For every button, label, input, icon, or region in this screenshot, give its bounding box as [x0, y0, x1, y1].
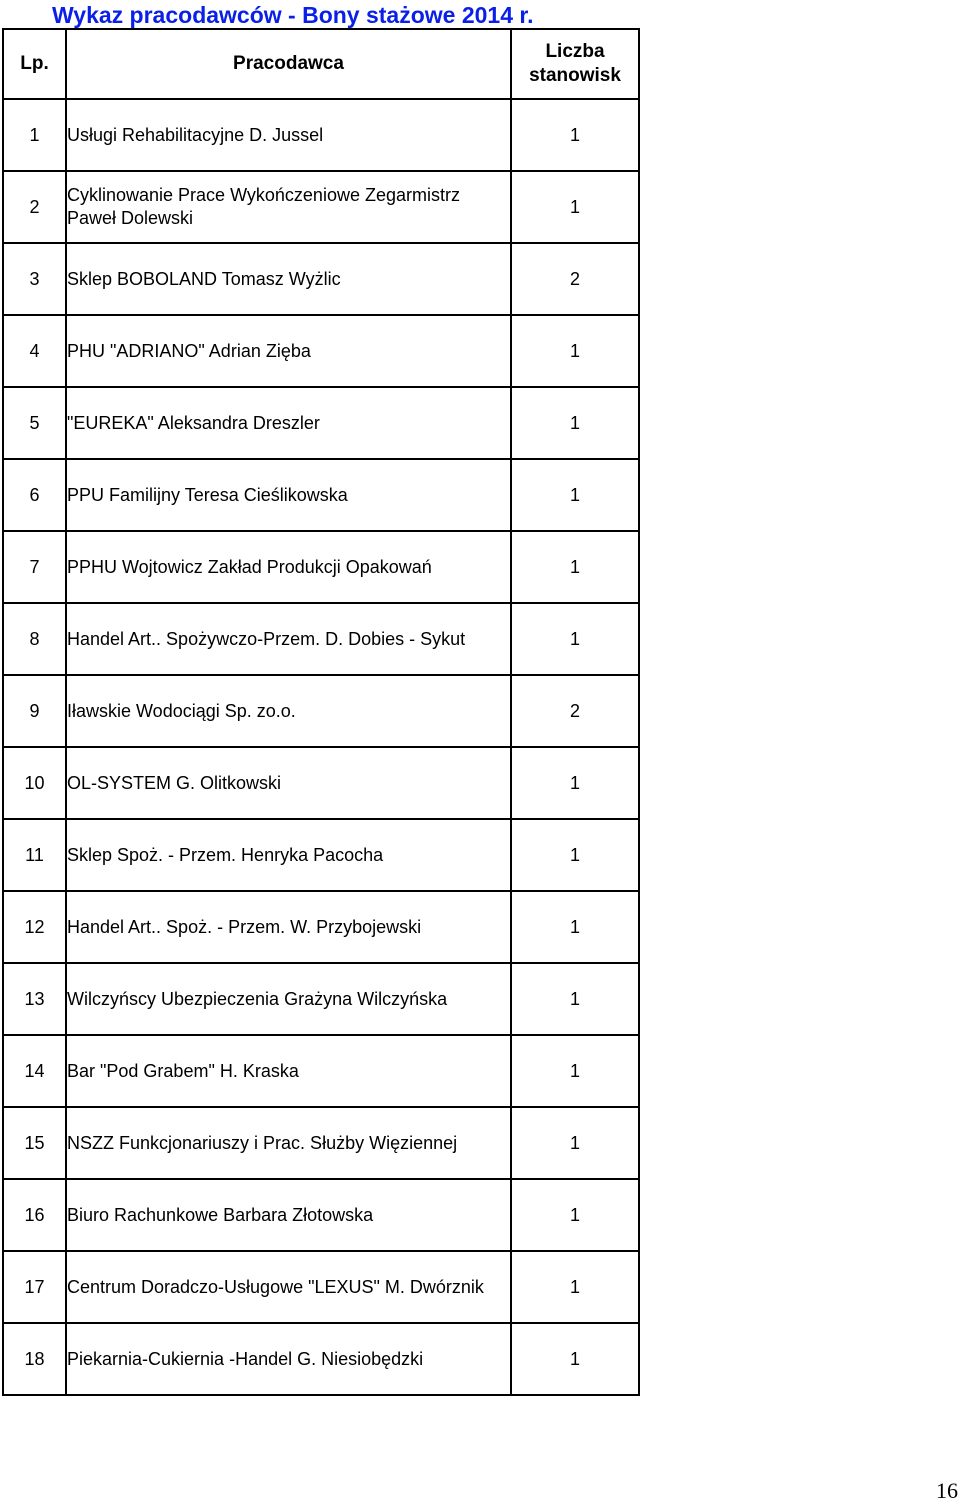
row-employer: Wilczyńscy Ubezpieczenia Grażyna Wilczyńska: [66, 963, 511, 1035]
table-row: [3, 675, 639, 747]
header-lp: Lp.: [3, 29, 66, 99]
row-lp: 10: [3, 747, 66, 819]
header-positions-line1: Liczba: [545, 41, 605, 62]
row-lp: 8: [3, 603, 66, 675]
row-employer: Handel Art.. Spoż. - Przem. W. Przybojewski: [66, 891, 511, 963]
table-row: [3, 1035, 639, 1107]
table-row: [3, 315, 639, 387]
table-row: [3, 171, 639, 243]
row-lp: 15: [3, 1107, 66, 1179]
row-positions: 1: [511, 891, 639, 963]
row-positions: 1: [511, 963, 639, 1035]
row-employer: OL-SYSTEM G. Olitkowski: [66, 747, 511, 819]
row-employer: Bar "Pod Grabem" H. Kraska: [66, 1035, 511, 1107]
row-employer: Handel Art.. Spożywczo-Przem. D. Dobies - Sykut: [66, 603, 511, 675]
header-positions: [511, 29, 639, 99]
row-positions: 1: [511, 99, 639, 171]
row-employer: Sklep BOBOLAND Tomasz Wyżlic: [66, 243, 511, 315]
row-positions: 1: [511, 387, 639, 459]
row-lp: 4: [3, 315, 66, 387]
page-number: 16: [936, 1478, 958, 1503]
row-employer: Biuro Rachunkowe Barbara Złotowska: [66, 1179, 511, 1251]
row-employer: PPU Familijny Teresa Cieślikowska: [66, 459, 511, 531]
row-positions: 1: [511, 171, 639, 243]
row-lp: 11: [3, 819, 66, 891]
row-positions: 1: [511, 1179, 639, 1251]
table-row: [3, 531, 639, 603]
row-lp: 18: [3, 1323, 66, 1395]
row-lp: 6: [3, 459, 66, 531]
row-lp: 3: [3, 243, 66, 315]
row-positions: 1: [511, 603, 639, 675]
row-employer: PHU "ADRIANO" Adrian Zięba: [66, 315, 511, 387]
row-positions: 2: [511, 675, 639, 747]
header-positions-line2: stanowisk: [529, 65, 621, 86]
row-employer: Sklep Spoż. - Przem. Henryka Pacocha: [66, 819, 511, 891]
row-employer: Iławskie Wodociągi Sp. zo.o.: [66, 675, 511, 747]
table-row: [3, 819, 639, 891]
row-positions: 1: [511, 1035, 639, 1107]
row-positions: 1: [511, 1323, 639, 1395]
employer-table: [2, 28, 640, 1396]
table-row: [3, 1107, 639, 1179]
row-lp: 12: [3, 891, 66, 963]
row-lp: 16: [3, 1179, 66, 1251]
row-positions: 1: [511, 531, 639, 603]
row-positions: 1: [511, 315, 639, 387]
row-positions: 1: [511, 819, 639, 891]
row-employer: Cyklinowanie Prace Wykończeniowe Zegarmistrz Paweł Dolewski: [66, 171, 511, 243]
row-lp: 1: [3, 99, 66, 171]
row-lp: 7: [3, 531, 66, 603]
row-employer: "EUREKA" Aleksandra Dreszler: [66, 387, 511, 459]
table-row: [3, 1179, 639, 1251]
row-positions: 2: [511, 243, 639, 315]
row-lp: 9: [3, 675, 66, 747]
table-row: [3, 891, 639, 963]
table-row: [3, 387, 639, 459]
table-row: [3, 963, 639, 1035]
row-employer: Centrum Doradczo-Usługowe "LEXUS" M. Dwórznik: [66, 1251, 511, 1323]
row-employer: PPHU Wojtowicz Zakład Produkcji Opakowań: [66, 531, 511, 603]
table-row: [3, 243, 639, 315]
row-positions: 1: [511, 459, 639, 531]
table-row: [3, 99, 639, 171]
row-employer: NSZZ Funkcjonariuszy i Prac. Służby Więziennej: [66, 1107, 511, 1179]
document-title: Wykaz pracodawców - Bony stażowe 2014 r.: [52, 2, 534, 28]
row-lp: 14: [3, 1035, 66, 1107]
row-lp: 13: [3, 963, 66, 1035]
row-employer: Usługi Rehabilitacyjne D. Jussel: [66, 99, 511, 171]
table-row: [3, 459, 639, 531]
row-employer: Piekarnia-Cukiernia -Handel G. Niesiobędzki: [66, 1323, 511, 1395]
row-lp: 2: [3, 171, 66, 243]
header-employer: Pracodawca: [66, 29, 511, 99]
row-lp: 17: [3, 1251, 66, 1323]
table-row: [3, 603, 639, 675]
table-header-row: [3, 29, 639, 99]
row-positions: 1: [511, 1251, 639, 1323]
row-lp: 5: [3, 387, 66, 459]
table-row: [3, 747, 639, 819]
row-positions: 1: [511, 747, 639, 819]
table-row: [3, 1323, 639, 1395]
table-row: [3, 1251, 639, 1323]
row-positions: 1: [511, 1107, 639, 1179]
